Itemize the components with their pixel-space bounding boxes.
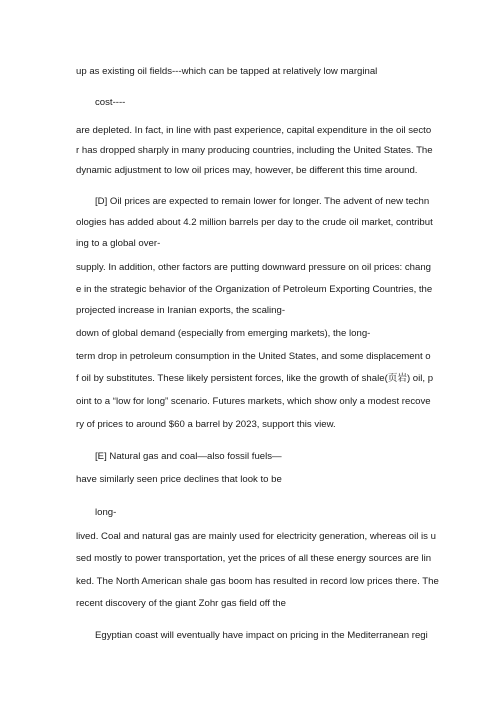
text-line: supply. In addition, other factors are putting downward pressure on oil prices: chang — [76, 262, 431, 273]
text-line: oint to a “low for long” scenario. Futures markets, which show only a modest recove — [76, 396, 431, 407]
paragraph-d-start: [D] Oil prices are expected to remain lower for longer. The advent of new techn — [95, 196, 430, 207]
text-line: have similarly seen price declines that look to be — [76, 474, 282, 485]
text-line: are depleted. In fact, in line with past experience, capital expenditure in the oil secto — [76, 125, 432, 136]
text-line: r has dropped sharply in many producing countries, including the United States. The — [76, 145, 433, 156]
text-line: f oil by substitutes. These likely persistent forces, like the growth of shale(页岩) oil, p — [76, 373, 434, 384]
text-line: term drop in petroleum consumption in the United States, and some displacement o — [76, 351, 431, 362]
text-line: ing to a global over- — [76, 238, 161, 249]
text-line: up as existing oil fields---which can be tapped at relatively low marginal — [76, 66, 378, 77]
paragraph-e-start: [E] Natural gas and coal—also fossil fuels— — [95, 451, 282, 462]
text-line: lived. Coal and natural gas are mainly used for electricity generation, whereas oil is u — [76, 531, 436, 542]
text-line: sed mostly to power transportation, yet the prices of all these energy sources are lin — [76, 553, 432, 564]
text-line: down of global demand (especially from emerging markets), the long- — [76, 328, 371, 339]
text-line: Egyptian coast will eventually have impact on pricing in the Mediterranean regi — [95, 630, 428, 641]
text-line: long- — [95, 507, 117, 518]
text-line: recent discovery of the giant Zohr gas field off the — [76, 598, 286, 609]
text-line: dynamic adjustment to low oil prices may, however, be different this time around. — [76, 165, 418, 176]
text-line: ked. The North American shale gas boom has resulted in record low prices there. The — [76, 576, 439, 587]
text-line: ologies has added about 4.2 million barrels per day to the crude oil market, contribut — [76, 217, 433, 228]
text-line: cost---- — [95, 97, 126, 108]
text-line: projected increase in Iranian exports, the scaling- — [76, 305, 286, 316]
text-line: ry of prices to around $60 a barrel by 2023, support this view. — [76, 419, 336, 430]
text-line: e in the strategic behavior of the Organization of Petroleum Exporting Countries, the — [76, 284, 433, 295]
